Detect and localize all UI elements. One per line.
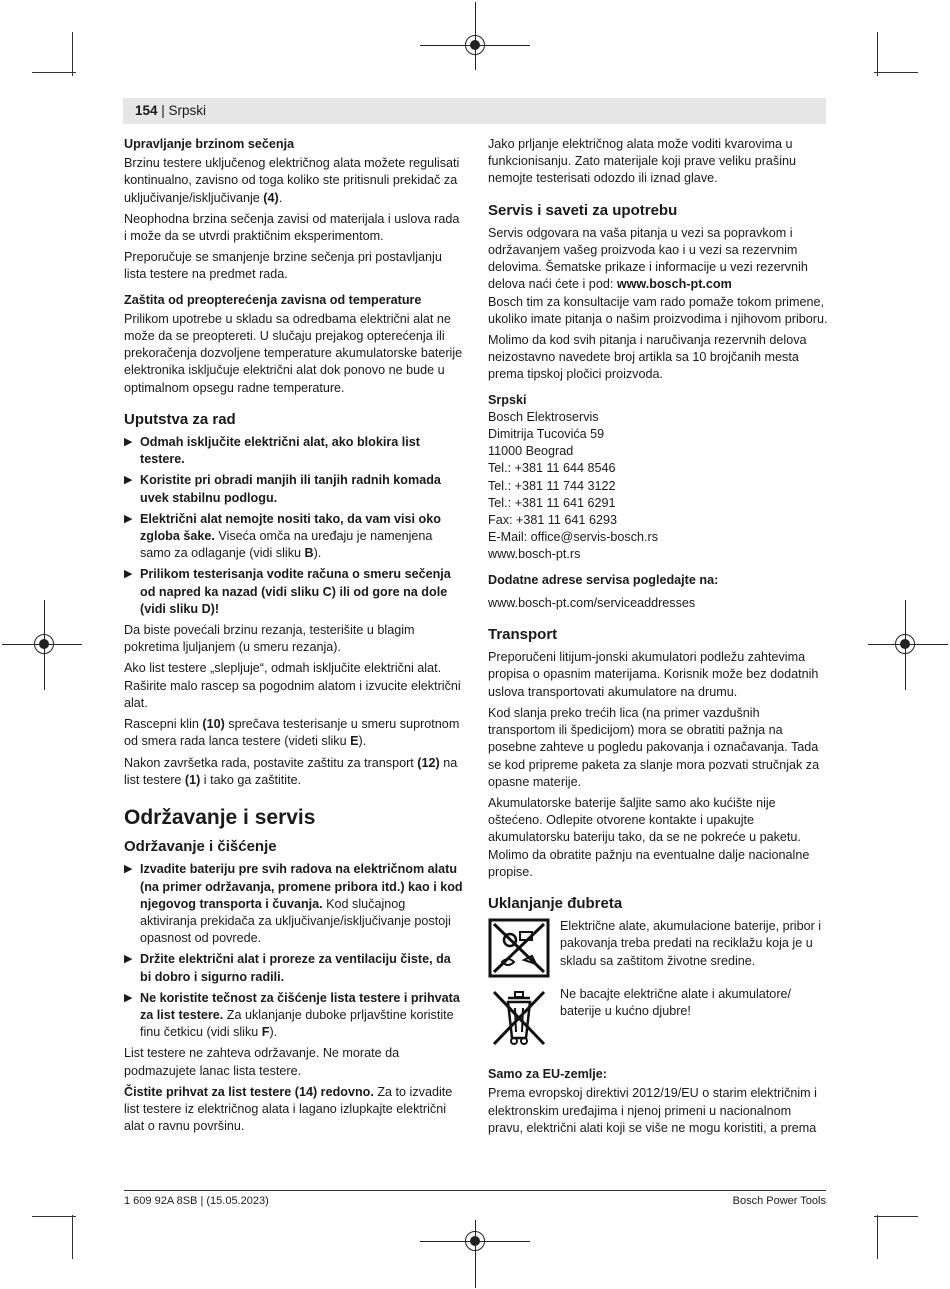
url-text: www.bosch-pt.com/serviceaddresses bbox=[488, 595, 696, 610]
paragraph: Jako prljanje električnog alata može voditi kvarovima u funkcionisanju. Zato materijale koji prave veliku prašinu nemojte testerisati odozdo ili iznad glave. bbox=[488, 137, 796, 186]
phone-line: Tel.: +381 11 641 6291 bbox=[488, 495, 616, 510]
list-item: ▶ Izvadite bateriju pre svih radova na električnom alatu (na primer održavanja, promene pribora itd.) kao i kod njegovog transporta i čuvanja. Kod slučajnog aktiviranja prekidača za uključivanje/isključivanje postoji opasnost od povrede. bbox=[124, 862, 463, 946]
page-footer bbox=[124, 1190, 826, 1207]
paragraph: Bosch tim za konsultacije vam rado pomaže tokom primene, ukoliko imate pitanja o našim proizvodima i njihovom priboru. bbox=[488, 294, 828, 326]
disposal-text: Električne alate, akumulacione baterije, pribor i pakovanja treba predati na reciklažu koja je u skladu sa zaštitom životne sredine. bbox=[560, 919, 822, 968]
crop-mark bbox=[32, 72, 76, 73]
paragraph: Preporučuje se smanjenje brzine sečenja pri postavljanju lista testere na predmet rada. bbox=[124, 250, 442, 282]
crop-mark bbox=[874, 72, 918, 73]
registration-mark-icon bbox=[34, 634, 54, 654]
section-name: Srpski bbox=[168, 103, 207, 118]
section-title: Zaštita od preopterećenja zavisna od temperature bbox=[124, 292, 422, 307]
left-column bbox=[124, 136, 464, 1139]
list-item: ▶ Električni alat nemojte nositi tako, da vam visi oko zgloba šake. Viseća omča na uređaju je namenjena samo za odlaganje (vidi sliku B). bbox=[124, 511, 441, 561]
page-number: 154 bbox=[135, 103, 158, 118]
address-line: 11000 Beograd bbox=[488, 444, 574, 459]
triangle-right-icon: ▶ bbox=[124, 863, 133, 876]
section-heading: Transport bbox=[488, 626, 558, 644]
crop-mark bbox=[877, 1215, 878, 1259]
disposal-row bbox=[488, 918, 828, 978]
registration-mark-icon bbox=[895, 634, 915, 654]
crop-mark bbox=[72, 32, 73, 76]
paragraph: Akumulatorske baterije šaljite samo ako kućište nije oštećeno. Odlepite otvorene kontakte i upakujte akumulatorsku bateriju tako, da se ne pokreće u paketu. Molimo da obratite pažnju na eventualne dalje nacionalne propise. bbox=[488, 795, 810, 879]
disposal-row bbox=[488, 986, 828, 1046]
phone-line: Tel.: +381 11 744 3122 bbox=[488, 478, 616, 493]
paragraph: Brzinu testere uključenog električnog alata možete regulisati kontinualno, zavisno od toga koliko ste pritisnuli prekidač za uključivanje/isključivanje (4). bbox=[124, 156, 460, 205]
section-title: Upravljanje brzinom sečenja bbox=[124, 137, 295, 151]
section-heading: Servis i saveti za upotrebu bbox=[488, 201, 678, 219]
disposal-text: Ne bacajte električne alate i akumulatore/ baterije u kućno djubre! bbox=[560, 987, 792, 1019]
chapter-heading: Održavanje i servis bbox=[124, 805, 316, 829]
crop-mark bbox=[874, 1216, 918, 1217]
list-item: ▶ Ne koristite tečnost za čišćenje lista testere i prihvata za list testere. Za uklanjanje duboke prljavštine koristite finu četkicu (vidi sliku F). bbox=[124, 990, 460, 1040]
email-line: E-Mail: office@servis-bosch.rs bbox=[488, 530, 659, 545]
crop-mark bbox=[32, 1216, 76, 1217]
address-block bbox=[488, 409, 828, 564]
paragraph: Preporučeni litijum-jonski akumulatori podležu zahtevima propisa o opasnim materijama. Korisnik može bez dodatnih uslova transportovati akumulatore na drumu. bbox=[488, 650, 819, 699]
paragraph: Ako list testere „slepljuje“, odmah isključite električni alat. Raširite malo rascep sa pogodnim alatom i izvucite električni alat. bbox=[124, 661, 461, 710]
paragraph: Čistite prihvat za list testere (14) redovno. Za to izvadite list testere iz električnog alata i lagano izlupkajte električni alat o ravnu površinu. bbox=[124, 1084, 453, 1134]
crossed-bin-icon bbox=[488, 986, 550, 1046]
section-title: Dodatne adrese servisa pogledajte na: bbox=[488, 572, 719, 587]
address-title: Srpski bbox=[488, 392, 527, 407]
paragraph: Servis odgovara na vaša pitanja u vezi sa popravkom i održavanjem vašeg proizvoda kao i u vezi sa rezervnim delovima. Šematske prikaze i informacije u vezi rezervnih delova naći ćete i pod: www.bosch-pt.com bbox=[488, 225, 808, 292]
paragraph: Kod slanja preko trećih lica (na primer vazdušnih transportom ili špedicijom) mora se obratiti pažnja na posebne zahteve u pogledu pakovanja i označavanja. Tada se kod pripreme paketa za slanje mora pozvati stručnjak za opasne materije. bbox=[488, 705, 820, 789]
triangle-right-icon: ▶ bbox=[124, 568, 133, 581]
recycle-symbol-icon bbox=[488, 918, 550, 978]
paragraph: Neophodna brzina sečenja zavisi od materijala i uslova rada i može da se utvrdi praktičnim eksperimentom. bbox=[124, 211, 460, 244]
list-item: ▶ Koristite pri obradi manjih ili tanjih radnih komada uvek stabilnu podlogu. bbox=[124, 473, 441, 505]
paragraph: Nakon završetka rada, postavite zaštitu za transport (12) na list testere (1) i tako ga zaštitite. bbox=[124, 755, 458, 787]
section-heading: Uklanjanje đubreta bbox=[488, 894, 623, 912]
paragraph: Da biste povećali brzinu rezanja, testerišite u blagim pokretima ljuljanjem (u smeru rezanja). bbox=[124, 623, 415, 655]
page-label: 154 | Srpski bbox=[135, 103, 207, 118]
triangle-right-icon: ▶ bbox=[124, 953, 133, 966]
list-item: ▶ Prilikom testerisanja vodite računa o smeru sečenja od napred ka nazad (vidi sliku C) ili od gore na dole (vidi sliku D)! bbox=[124, 567, 451, 616]
paragraph: Prema evropskoj direktivi 2012/19/EU o starim električnim i elektronskim uređajima i njenoj primeni u nacionalnom pravu, električni alati koji se više ne mogu koristiti, a prema bbox=[488, 1086, 817, 1135]
triangle-right-icon: ▶ bbox=[124, 474, 133, 487]
paragraph: List testere ne zahteva održavanje. Ne morate da podmazujete lanac lista testere. bbox=[124, 1046, 400, 1078]
document-code: 1 609 92A 8SB | (15.05.2023) bbox=[124, 1195, 269, 1207]
right-column bbox=[488, 136, 828, 1141]
triangle-right-icon: ▶ bbox=[124, 991, 133, 1004]
triangle-right-icon: ▶ bbox=[124, 512, 133, 525]
paragraph: Prilikom upotrebe u skladu sa odredbama električni alat ne može da se preoptereti. U slučaju prejakog opterećenja ili prekoračenja dozvoljene temperature akumulatorske baterije elektronika isključuje električni alat dok ponovo ne bude u optimalnom opsegu radne temperature. bbox=[124, 311, 463, 395]
registration-mark-icon bbox=[465, 35, 485, 55]
address-line: Bosch Elektroservis bbox=[488, 409, 599, 424]
section-title: Samo za EU-zemlje: bbox=[488, 1067, 607, 1082]
list-item: ▶ Odmah isključite električni alat, ako blokira list testere. bbox=[124, 435, 420, 467]
phone-line: Tel.: +381 11 644 8546 bbox=[488, 461, 616, 476]
fax-line: Fax: +381 11 641 6293 bbox=[488, 513, 617, 528]
registration-mark-icon bbox=[465, 1231, 485, 1251]
page-header bbox=[123, 98, 826, 124]
crop-mark bbox=[72, 1215, 73, 1259]
section-heading: Održavanje i čišćenje bbox=[124, 838, 277, 856]
list-item: ▶ Držite električni alat i proreze za ventilaciju čiste, da bi dobro i sigurno radili. bbox=[124, 952, 451, 984]
address-line: Dimitrija Tucovića 59 bbox=[488, 427, 605, 442]
section-heading: Uputstva za rad bbox=[124, 410, 236, 428]
crop-mark bbox=[877, 32, 878, 76]
website-line: www.bosch-pt.rs bbox=[488, 547, 581, 562]
triangle-right-icon: ▶ bbox=[124, 436, 133, 449]
paragraph: Rascepni klin (10) sprečava testerisanje u smeru suprotnom od smera rada lanca testere (videti sliku E). bbox=[124, 717, 460, 749]
paragraph: Molimo da kod svih pitanja i naručivanja rezervnih delova neizostavno navedete broj artikla sa 10 brojčanih mesta prema tipskoj pločici proizvoda. bbox=[488, 333, 807, 382]
brand-name: Bosch Power Tools bbox=[732, 1195, 826, 1207]
